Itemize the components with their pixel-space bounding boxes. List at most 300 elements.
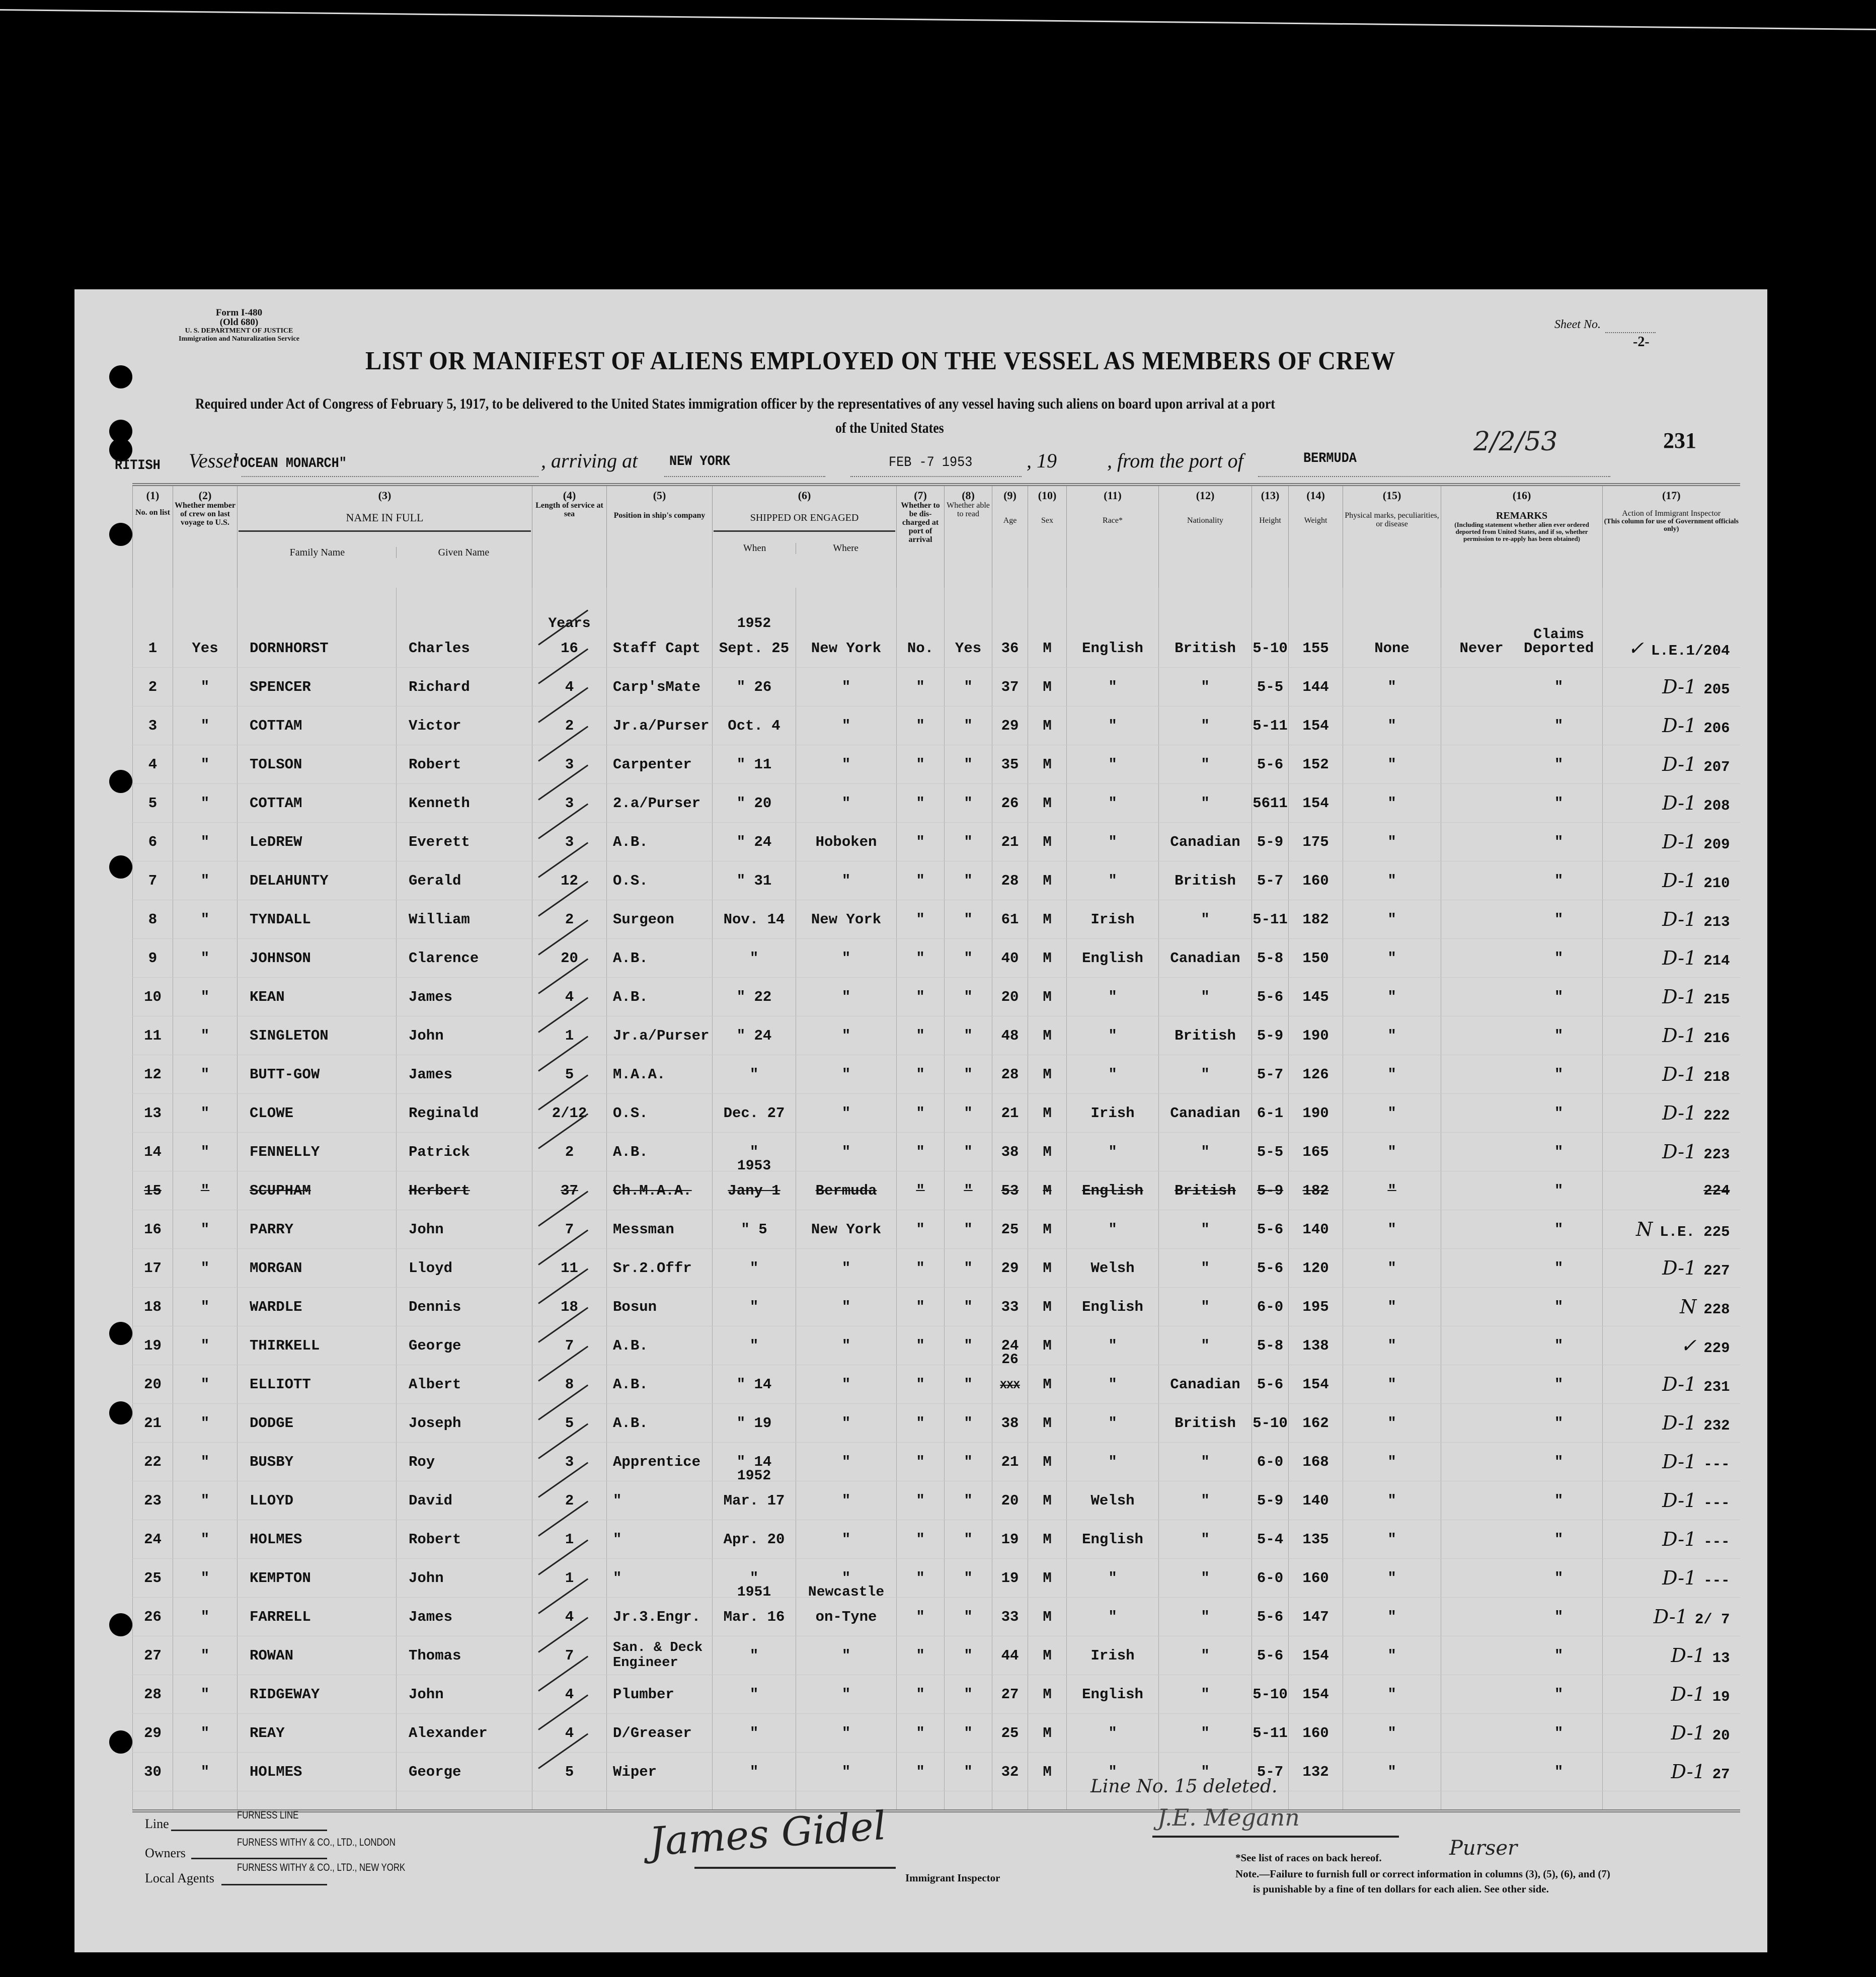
discharged-value: " xyxy=(916,1492,925,1509)
able-to-read-cell xyxy=(945,1404,992,1443)
department: U. S. DEPARTMENT OF JUSTICE xyxy=(185,327,293,335)
physical-marks-cell xyxy=(1343,1636,1441,1675)
height-cell xyxy=(1252,861,1289,900)
shipped-when-cell xyxy=(713,1468,796,1520)
able-to-read-cell xyxy=(945,1443,992,1481)
weight-cell xyxy=(1289,1481,1343,1520)
family-name-cell xyxy=(238,784,397,823)
shipped-when-value: Sept. 25 xyxy=(719,640,790,657)
shipped-when-cell xyxy=(713,784,796,823)
row-number-cell xyxy=(133,706,173,745)
height-value: 5-4 xyxy=(1257,1531,1284,1548)
age-value: 21 xyxy=(1001,1453,1019,1470)
position-value: O.S. xyxy=(613,1104,648,1122)
shipped-when-value: " xyxy=(749,1763,759,1780)
race-cell xyxy=(1067,900,1159,939)
physical-marks-cell xyxy=(1343,1753,1441,1791)
inspector-action-cell xyxy=(1603,745,1740,784)
discharged-value: " xyxy=(916,795,925,812)
given-name-cell xyxy=(397,1288,532,1326)
shipped-where-value: " xyxy=(841,1492,851,1509)
purser-signature: J.E. Megann xyxy=(1157,1804,1300,1831)
sex-cell xyxy=(1028,1055,1067,1094)
shipped-where-annotation: Newcastle xyxy=(808,1585,885,1600)
physical-marks-value: " xyxy=(1387,1453,1396,1470)
remarks-cell xyxy=(1441,823,1603,861)
able-to-read-cell xyxy=(945,1714,992,1753)
nationality-value: " xyxy=(1201,1221,1210,1238)
table-row xyxy=(133,1598,1740,1636)
shipped-when-value: " 14 xyxy=(736,1376,772,1393)
family-name-cell xyxy=(238,1288,397,1326)
row-number-value: 5 xyxy=(148,795,158,812)
nationality-value: Canadian xyxy=(1170,950,1240,967)
shipped-where-value: " xyxy=(841,1724,851,1742)
age-cell xyxy=(992,861,1028,900)
physical-marks-value: " xyxy=(1387,1027,1396,1044)
height-value: 5-6 xyxy=(1257,988,1284,1005)
position-cell xyxy=(607,1288,713,1326)
weight-cell xyxy=(1289,668,1343,706)
inspector-mark: N xyxy=(1680,1296,1697,1318)
nationality-cell xyxy=(1159,1210,1252,1249)
race-cell xyxy=(1067,629,1159,668)
height-value: 6-1 xyxy=(1257,1104,1284,1122)
service-years-value: 5 xyxy=(565,1763,574,1780)
col-sex-header: (10) Sex xyxy=(1028,485,1067,588)
height-cell xyxy=(1252,1481,1289,1520)
age-cell xyxy=(992,1016,1028,1055)
prior-voyage-cell xyxy=(173,745,238,784)
height-value: 5-6 xyxy=(1257,1608,1284,1625)
deletion-note: Line No. 15 deleted. xyxy=(1090,1776,1278,1797)
shipped-when-value: " 14 xyxy=(736,1453,772,1470)
nationality-cell xyxy=(1159,1249,1252,1288)
age-cell xyxy=(992,1559,1028,1598)
inspector-mark: D-1 xyxy=(1662,1373,1697,1395)
shipped-where-value: " xyxy=(841,678,851,695)
agents-label: Local Agents xyxy=(145,1871,214,1885)
discharged-cell xyxy=(897,1171,945,1210)
able-to-read-value: " xyxy=(964,950,973,967)
sex-value: M xyxy=(1043,1027,1052,1044)
prior-voyage-cell xyxy=(173,1481,238,1520)
position-value: A.B. xyxy=(613,1414,648,1432)
shipped-when-cell xyxy=(713,1249,796,1288)
family-name-value: HOLMES xyxy=(250,1763,302,1780)
race-value: " xyxy=(1108,1337,1117,1354)
discharged-value: " xyxy=(916,1647,925,1664)
age-value: 53 xyxy=(1001,1182,1019,1199)
prior-voyage-cell xyxy=(173,1365,238,1404)
family-name-value: DORNHORST xyxy=(250,640,329,657)
table-row xyxy=(133,1288,1740,1326)
age-cell xyxy=(992,1481,1028,1520)
sex-cell xyxy=(1028,668,1067,706)
inspector-mark: D-1 xyxy=(1671,1644,1705,1667)
service-years-value: 2 xyxy=(565,911,574,928)
remarks-annotation: Claims xyxy=(1533,626,1585,643)
sex-value: M xyxy=(1043,1608,1052,1625)
age-cell xyxy=(992,1753,1028,1791)
weight-cell xyxy=(1289,1404,1343,1443)
family-name-cell xyxy=(238,1365,397,1404)
row-number-value: 17 xyxy=(144,1259,162,1277)
age-value: 28 xyxy=(1001,872,1019,889)
inspector-action-cell xyxy=(1603,1133,1740,1171)
age-value: 38 xyxy=(1001,1143,1019,1160)
table-row xyxy=(133,668,1740,706)
given-name-value: Joseph xyxy=(409,1414,461,1432)
race-cell xyxy=(1067,1094,1159,1133)
row-number-value: 24 xyxy=(144,1531,162,1548)
family-name-cell xyxy=(238,1016,397,1055)
race-cell xyxy=(1067,745,1159,784)
shipped-where-value: " xyxy=(841,1531,851,1548)
weight-value: 175 xyxy=(1302,833,1329,850)
able-to-read-cell xyxy=(945,1636,992,1675)
row-number-cell xyxy=(133,1520,173,1559)
row-number-cell xyxy=(133,1443,173,1481)
col-weight-header: (14) Weight xyxy=(1289,485,1343,588)
sex-cell xyxy=(1028,1133,1067,1171)
shipped-where-value: " xyxy=(841,1686,851,1703)
height-cell xyxy=(1252,1016,1289,1055)
physical-marks-cell xyxy=(1343,629,1441,668)
height-value: 5-5 xyxy=(1257,1143,1284,1160)
height-cell xyxy=(1252,745,1289,784)
height-cell xyxy=(1252,1559,1289,1598)
family-name-value: FENNELLY xyxy=(250,1143,320,1160)
inspector-action-cell xyxy=(1603,939,1740,978)
inspector-mark: D-1 xyxy=(1671,1761,1705,1783)
service-years-value: 3 xyxy=(565,756,574,773)
weight-cell xyxy=(1289,1055,1343,1094)
sex-value: M xyxy=(1043,911,1052,928)
able-to-read-value: " xyxy=(964,1608,973,1625)
given-name-value: Gerald xyxy=(409,872,461,889)
inspector-action-cell xyxy=(1603,1249,1740,1288)
given-name-cell xyxy=(397,1520,532,1559)
shipped-when-cell xyxy=(713,1404,796,1443)
discharged-cell xyxy=(897,1365,945,1404)
position-value: Carpenter xyxy=(613,756,692,773)
sex-cell xyxy=(1028,939,1067,978)
col-service-header: (4) Length of service at sea xyxy=(532,485,607,588)
race-cell xyxy=(1067,1559,1159,1598)
able-to-read-value: Yes xyxy=(955,640,982,657)
able-to-read-value: " xyxy=(964,833,973,850)
age-cell xyxy=(992,1133,1028,1171)
shipped-when-cell xyxy=(713,1094,796,1133)
physical-marks-value: " xyxy=(1387,1608,1396,1625)
discharged-cell xyxy=(897,1636,945,1675)
race-cell xyxy=(1067,1016,1159,1055)
remarks-deported: " xyxy=(1554,1569,1564,1587)
inspector-mark: D-1 xyxy=(1662,1102,1697,1124)
inspector-action-number: 216 xyxy=(1703,1030,1730,1047)
height-cell xyxy=(1252,1249,1289,1288)
crew-manifest-table xyxy=(132,483,1740,1812)
physical-marks-value: " xyxy=(1387,1531,1396,1548)
remarks-cell xyxy=(1441,1675,1603,1714)
age-cell xyxy=(992,939,1028,978)
height-cell xyxy=(1252,900,1289,939)
table-row xyxy=(133,1365,1740,1404)
race-value: " xyxy=(1108,1569,1117,1587)
inspector-action-cell xyxy=(1603,668,1740,706)
age-cell xyxy=(992,1094,1028,1133)
arriving-label: , arriving at xyxy=(541,449,638,472)
nationality-cell xyxy=(1159,939,1252,978)
discharged-cell xyxy=(897,1055,945,1094)
note-line-1: Note.—Failure to furnish full or correct information in columns (3), (5), (6), and (7) xyxy=(1235,1868,1610,1880)
inspector-action-cell xyxy=(1603,1443,1740,1481)
height-cell xyxy=(1252,1675,1289,1714)
discharged-cell xyxy=(897,1598,945,1636)
position-cell xyxy=(607,784,713,823)
height-cell xyxy=(1252,1636,1289,1675)
remarks-deported: " xyxy=(1554,756,1564,773)
punch-hole xyxy=(109,1401,132,1425)
inspector-action-number: --- xyxy=(1703,1456,1730,1473)
given-name-cell xyxy=(397,1404,532,1443)
service-years-value: 1 xyxy=(565,1569,574,1587)
physical-marks-cell xyxy=(1343,1443,1441,1481)
position-value: Plumber xyxy=(613,1686,674,1703)
prior-voyage-value: " xyxy=(200,911,210,928)
physical-marks-value: " xyxy=(1387,872,1396,889)
prior-voyage-cell xyxy=(173,629,238,668)
discharged-value: No. xyxy=(907,640,934,657)
discharged-cell xyxy=(897,629,945,668)
row-number-cell xyxy=(133,978,173,1016)
able-to-read-value: " xyxy=(964,717,973,734)
position-cell xyxy=(607,1326,713,1365)
family-name-value: SINGLETON xyxy=(250,1027,329,1044)
family-name-value: DODGE xyxy=(250,1414,294,1432)
physical-marks-value: " xyxy=(1387,1298,1396,1315)
physical-marks-cell xyxy=(1343,1404,1441,1443)
given-name-cell xyxy=(397,1443,532,1481)
inspector-mark: D-1 xyxy=(1653,1606,1688,1628)
inspector-action-number: 215 xyxy=(1703,991,1730,1008)
inspector-action-number: L.E.1/204 xyxy=(1651,643,1730,659)
weight-cell xyxy=(1289,1288,1343,1326)
col-read-header: (8) Whether able to read xyxy=(945,485,992,588)
inspector-mark: D-1 xyxy=(1662,1141,1697,1163)
inspector-action-cell xyxy=(1603,1559,1740,1598)
weight-value: 182 xyxy=(1302,911,1329,928)
physical-marks-value: " xyxy=(1387,1724,1396,1742)
able-to-read-cell xyxy=(945,784,992,823)
sex-value: M xyxy=(1043,1298,1052,1315)
prior-voyage-value: " xyxy=(200,1569,210,1587)
punch-hole xyxy=(109,1613,132,1636)
position-value: Surgeon xyxy=(613,911,674,928)
race-value: " xyxy=(1108,678,1117,695)
shipped-where-value: " xyxy=(841,717,851,734)
age-value: 37 xyxy=(1001,678,1019,695)
table-row xyxy=(133,1675,1740,1714)
family-name-cell xyxy=(238,1520,397,1559)
shipped-when-value: " 24 xyxy=(736,833,772,850)
sex-value: M xyxy=(1043,1143,1052,1160)
sex-cell xyxy=(1028,1714,1067,1753)
service-years-value: 12 xyxy=(561,872,578,889)
discharged-cell xyxy=(897,668,945,706)
shipped-when-cell xyxy=(713,900,796,939)
weight-value: 147 xyxy=(1302,1608,1329,1625)
shipped-where-value: " xyxy=(841,988,851,1005)
shipped-where-cell xyxy=(796,784,897,823)
race-cell xyxy=(1067,978,1159,1016)
shipped-where-cell xyxy=(796,823,897,861)
discharged-value: " xyxy=(916,717,925,734)
table-row xyxy=(133,1210,1740,1249)
weight-value: 135 xyxy=(1302,1531,1329,1548)
prior-voyage-cell xyxy=(173,1404,238,1443)
shipped-when-cell xyxy=(713,706,796,745)
nationality-cell xyxy=(1159,1675,1252,1714)
weight-value: 140 xyxy=(1302,1221,1329,1238)
physical-marks-value: " xyxy=(1387,756,1396,773)
sex-value: M xyxy=(1043,756,1052,773)
physical-marks-value: " xyxy=(1387,1221,1396,1238)
prior-voyage-value: " xyxy=(200,1298,210,1315)
family-name-header: Family Name xyxy=(289,547,345,558)
position-value: Jr.a/Purser xyxy=(613,1027,710,1044)
shipped-where-value: " xyxy=(841,1376,851,1393)
physical-marks-cell xyxy=(1343,1714,1441,1753)
position-value: Sr.2.Offr xyxy=(613,1259,692,1277)
able-to-read-cell xyxy=(945,668,992,706)
inspector-mark: D-1 xyxy=(1662,753,1697,775)
line-label: Line xyxy=(145,1816,169,1831)
nationality-cell xyxy=(1159,900,1252,939)
nationality-cell xyxy=(1159,861,1252,900)
row-number-value: 25 xyxy=(144,1569,162,1587)
given-name-cell xyxy=(397,1249,532,1288)
shipped-where-cell xyxy=(796,1520,897,1559)
nationality-value: Canadian xyxy=(1170,1376,1240,1393)
discharged-cell xyxy=(897,978,945,1016)
prior-voyage-cell xyxy=(173,823,238,861)
able-to-read-value: " xyxy=(964,1492,973,1509)
page-title: LIST OR MANIFEST OF ALIENS EMPLOYED ON THE VESSEL AS MEMBERS OF CREW xyxy=(365,347,1396,375)
arrival-date: FEB -7 1953 xyxy=(889,455,973,470)
physical-marks-value: " xyxy=(1387,1376,1396,1393)
physical-marks-value: " xyxy=(1387,1414,1396,1432)
table-row xyxy=(133,1753,1740,1791)
weight-cell xyxy=(1289,1094,1343,1133)
discharged-value: " xyxy=(916,950,925,967)
nationality-cell xyxy=(1159,706,1252,745)
col-position-header: (5) Position in ship's company xyxy=(607,485,713,588)
sex-value: M xyxy=(1043,1763,1052,1780)
sex-value: M xyxy=(1043,1414,1052,1432)
weight-value: 154 xyxy=(1302,1686,1329,1703)
age-cell xyxy=(992,1443,1028,1481)
able-to-read-value: " xyxy=(964,795,973,812)
position-value: Staff Capt xyxy=(613,640,701,657)
physical-marks-cell xyxy=(1343,1210,1441,1249)
remarks-cell xyxy=(1441,1753,1603,1791)
race-value: Irish xyxy=(1090,911,1135,928)
shipped-where-value: " xyxy=(841,1027,851,1044)
physical-marks-cell xyxy=(1343,1249,1441,1288)
shipped-when-value: " xyxy=(749,1298,759,1315)
inspector-action-number: 27 xyxy=(1712,1766,1730,1783)
row-number-cell xyxy=(133,1753,173,1791)
height-value: 6-0 xyxy=(1257,1453,1284,1470)
col-physical-marks-header: (15) Physical marks, peculiarities, or disease xyxy=(1343,485,1441,588)
owners-value: FURNESS WITHY & CO., LTD., LONDON xyxy=(237,1837,396,1848)
race-value: " xyxy=(1108,1143,1117,1160)
shipped-when-annotation: 1953 xyxy=(737,1158,771,1174)
prior-voyage-value: " xyxy=(200,1492,210,1509)
prior-voyage-cell xyxy=(173,1598,238,1636)
shipped-when-cell xyxy=(713,1520,796,1559)
remarks-cell xyxy=(1441,1714,1603,1753)
physical-marks-value: " xyxy=(1387,1686,1396,1703)
height-value: 5-9 xyxy=(1257,1182,1284,1199)
inspector-mark: D-1 xyxy=(1662,676,1697,698)
age-value: 36 xyxy=(1001,640,1019,657)
shipped-when-cell xyxy=(713,823,796,861)
given-name-cell xyxy=(397,1636,532,1675)
family-name-value: ROWAN xyxy=(250,1647,294,1664)
shipped-when-cell xyxy=(713,1365,796,1404)
shipped-when-cell xyxy=(713,861,796,900)
position-value: " xyxy=(613,1569,622,1587)
weight-value: 138 xyxy=(1302,1337,1329,1354)
remarks-cell xyxy=(1441,1288,1603,1326)
race-cell xyxy=(1067,1404,1159,1443)
prior-voyage-value: " xyxy=(200,1027,210,1044)
position-value: Jr.3.Engr. xyxy=(613,1608,701,1625)
sex-cell xyxy=(1028,706,1067,745)
inspector-mark: D-1 xyxy=(1662,1257,1697,1279)
shipped-where-value: " xyxy=(841,1414,851,1432)
row-number-cell xyxy=(133,1714,173,1753)
discharged-value: " xyxy=(916,1763,925,1780)
remarks-deported: " xyxy=(1554,1686,1564,1703)
family-name-value: SCUPHAM xyxy=(250,1182,311,1199)
row-number-cell xyxy=(133,745,173,784)
shipped-where-cell xyxy=(796,706,897,745)
inspector-action-number: 210 xyxy=(1703,875,1730,892)
prior-voyage-value: Yes xyxy=(192,640,218,657)
remarks-deported: " xyxy=(1554,1531,1564,1548)
shipped-where-cell xyxy=(796,1133,897,1171)
shipped-where-cell xyxy=(796,1585,897,1636)
inspector-mark: ✓ xyxy=(1628,637,1644,659)
shipped-when-cell xyxy=(713,1016,796,1055)
height-cell xyxy=(1252,1288,1289,1326)
race-cell xyxy=(1067,939,1159,978)
age-value: 33 xyxy=(1001,1608,1019,1625)
nationality-cell xyxy=(1159,1481,1252,1520)
nationality-cell xyxy=(1159,1443,1252,1481)
when-header: When xyxy=(743,543,766,553)
age-cell xyxy=(992,1210,1028,1249)
family-name-cell xyxy=(238,1133,397,1171)
shipped-when-value: Jany 1 xyxy=(728,1182,780,1199)
shipped-where-value: " xyxy=(841,1298,851,1315)
height-value: 5-11 xyxy=(1253,717,1288,734)
prior-voyage-cell xyxy=(173,1520,238,1559)
